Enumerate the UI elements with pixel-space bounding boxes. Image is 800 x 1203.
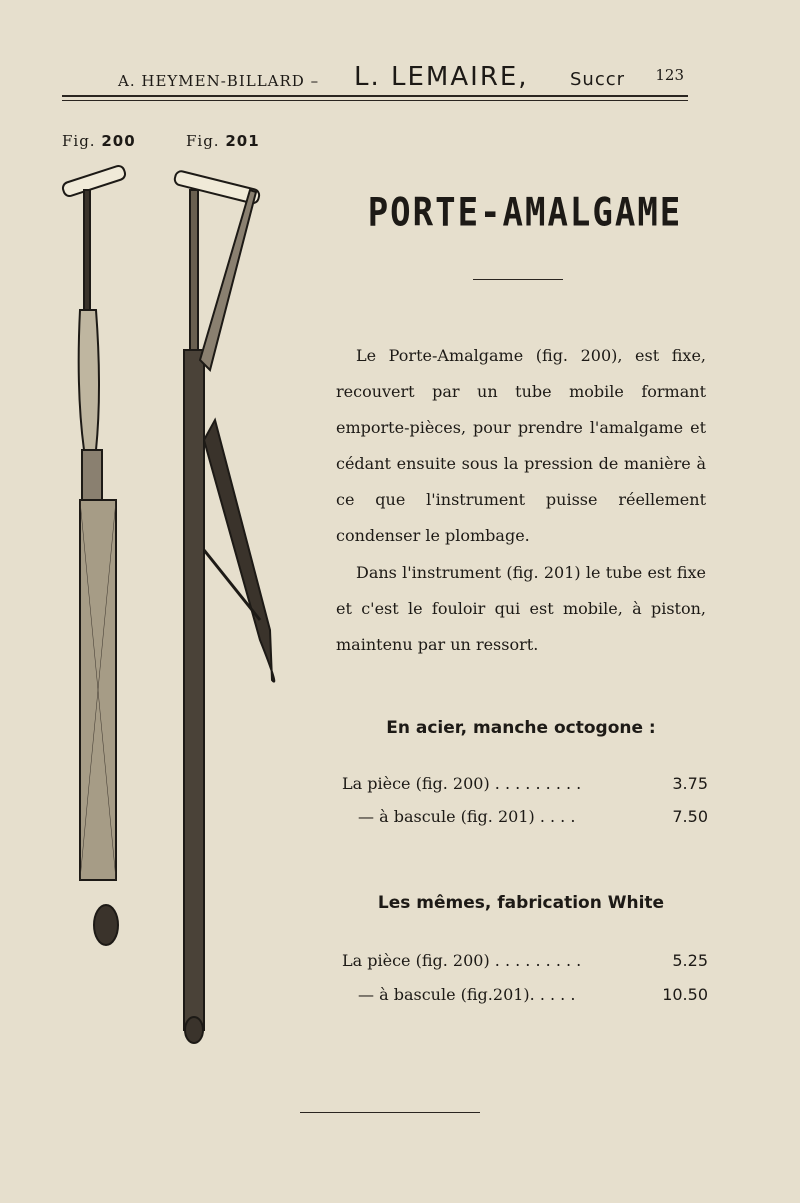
shaft xyxy=(190,190,198,350)
title-rule xyxy=(473,279,563,280)
header-rule-thin xyxy=(62,100,688,101)
description-paragraph-2: Dans l'instrument (fig. 201) le tube est fixe et c'est le fouloir qui est mobile, à piston, maintenu par un ressort. xyxy=(336,563,706,654)
figure-label-201 xyxy=(186,132,260,150)
price-row xyxy=(342,774,708,798)
figure-label-200 xyxy=(62,132,136,150)
collar xyxy=(82,450,102,500)
header-company: L. LEMAIRE, xyxy=(354,62,529,92)
price-row xyxy=(342,807,708,831)
price-label: — à bascule (fig.201). . . . . xyxy=(358,985,576,1004)
page-number: 123 xyxy=(655,66,684,84)
price-row xyxy=(342,951,708,975)
instrument-illustration xyxy=(40,160,300,1060)
price-value: 5.25 xyxy=(672,951,708,970)
figure-number: 201 xyxy=(225,132,260,150)
figure-label-text: Fig. xyxy=(62,132,96,150)
instrument-fig-200 xyxy=(61,164,126,945)
header-successor: Succr xyxy=(570,69,626,90)
page-title: PORTE-AMALGAME xyxy=(367,190,683,236)
tube-end xyxy=(185,1017,203,1043)
tube xyxy=(184,350,204,1030)
instrument-fig-201 xyxy=(174,170,275,1043)
spring xyxy=(200,190,256,370)
price-value: 7.50 xyxy=(672,807,708,826)
description-paragraph-1: Le Porte-Amalgame (fig. 200), est fixe, recouvert par un tube mobile formant emporte-pièces, pour prendre l'amalgame et cédant ensuite sous la pression de manière à ce que l'instrument puisse réellement condenser le plombage. xyxy=(336,346,706,545)
price-row xyxy=(342,985,708,1009)
price-label: — à bascule (fig. 201) . . . . xyxy=(358,807,576,826)
handle-end xyxy=(94,905,118,945)
price-value: 10.50 xyxy=(662,985,708,1004)
running-header xyxy=(118,60,688,90)
section-heading-acier: En acier, manche octogone : xyxy=(386,718,656,738)
section-heading-white: Les mêmes, fabrication White xyxy=(377,893,665,913)
header-rule xyxy=(62,95,688,97)
price-value: 3.75 xyxy=(672,774,708,793)
price-label: La pièce (fig. 200) . . . . . . . . . xyxy=(342,774,582,793)
footer-rule xyxy=(300,1112,480,1113)
price-label: La pièce (fig. 200) . . . . . . . . . xyxy=(342,951,582,970)
lever xyxy=(204,420,274,682)
neck xyxy=(79,310,99,450)
shaft xyxy=(84,190,90,310)
figure-number: 200 xyxy=(101,132,136,150)
figure-label-text: Fig. xyxy=(186,132,220,150)
header-left: A. HEYMEN-BILLARD – xyxy=(118,72,320,90)
t-handle-head xyxy=(61,164,126,197)
